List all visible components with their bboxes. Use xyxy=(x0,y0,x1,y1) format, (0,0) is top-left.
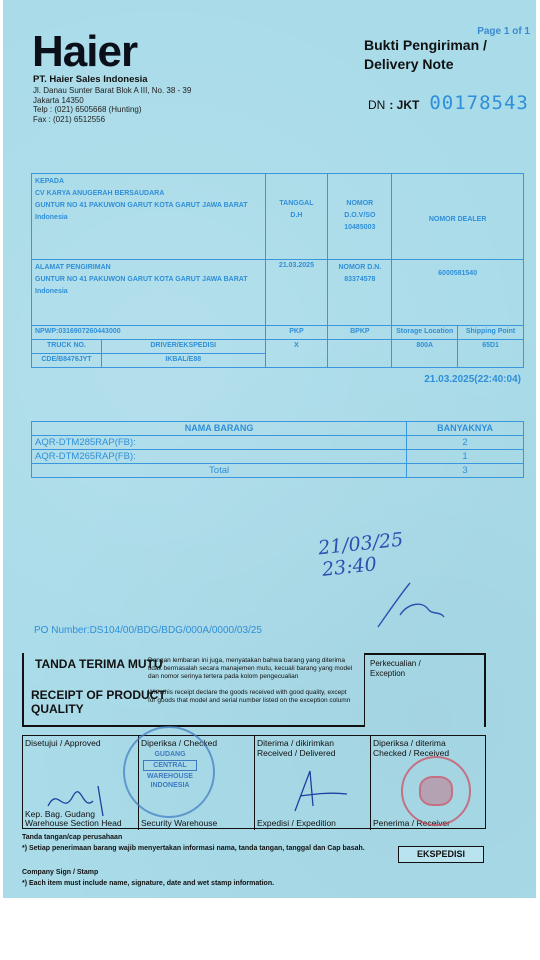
signature-cell-approved xyxy=(23,736,139,830)
shipping-value-cell xyxy=(458,340,524,368)
page-indicator: Page 1 of 1 xyxy=(477,26,530,37)
date-header-cell xyxy=(265,174,328,260)
signature-cell-checked xyxy=(139,736,255,830)
recipient-address: GUNTUR NO 41 PAKUWON GARUT KOTA GARUT JAWA BARAT xyxy=(35,202,248,209)
total-value: 3 xyxy=(407,464,524,478)
number-so: 10485003 xyxy=(344,224,376,231)
haier-logo: Haier xyxy=(32,27,138,76)
dn-label: DN xyxy=(368,98,386,112)
items-header-name xyxy=(32,422,407,436)
storage-location-label: Storage Location xyxy=(396,328,454,335)
number-label: NOMOR xyxy=(346,200,374,207)
stamp-text-central: CENTRAL xyxy=(143,760,197,771)
stamp-text-warehouse: WAREHOUSE xyxy=(147,773,193,780)
handwritten-signature-icon xyxy=(370,575,450,635)
items-header-qty xyxy=(407,422,524,436)
driver-label-cell xyxy=(101,340,265,354)
shipping-point-label: Shipping Point xyxy=(465,328,516,335)
signature-cell-delivered xyxy=(255,736,371,830)
signature-label-line2: Received / Delivered xyxy=(257,748,336,758)
signature-mark-icon xyxy=(43,776,123,821)
dn-number-value: 83374578 xyxy=(344,276,376,283)
signature-label-line1: Diperiksa / diterima xyxy=(373,738,446,748)
document-title-line2: Delivery Note xyxy=(364,56,454,72)
table-row xyxy=(32,436,524,450)
print-timestamp: 21.03.2025(22:40:04) xyxy=(424,374,521,385)
signature-label-line1: Diterima / dikirimkan xyxy=(257,738,334,748)
company-sign-label: Company Sign / Stamp xyxy=(22,869,99,876)
signature-role: Security Warehouse xyxy=(141,818,218,828)
dealer-value-cell xyxy=(392,260,524,326)
exception-label xyxy=(370,659,421,679)
bpkp-label-cell xyxy=(328,326,392,340)
handwritten-time: 23:40 xyxy=(321,553,378,581)
dn-number-row xyxy=(368,92,529,114)
shipping-label-cell xyxy=(458,326,524,340)
receiver-logo-icon xyxy=(419,776,453,806)
storage-label-cell xyxy=(392,326,458,340)
signature-role: Expedisi / Expedition xyxy=(257,818,336,828)
sign-note: *) Setiap penerimaan barang wajib menyertakan informasi nama, tanda tangan, tanggal dan Cap basah. xyxy=(22,845,365,852)
address-line: Telp : (021) 6505668 (Hunting) xyxy=(33,105,142,114)
storage-location-value: 800A xyxy=(416,342,434,349)
dealer-number: 6000581540 xyxy=(438,270,478,277)
number-do: D.O.V/SO xyxy=(344,212,376,219)
signature-mark-icon xyxy=(285,766,355,816)
recipient-name: CV KARYA ANUGERAH BERSAUDARA xyxy=(35,190,165,197)
dn-number: 00178543 xyxy=(429,92,529,114)
bpkp-label: BPKP xyxy=(350,328,370,335)
recipient-cell xyxy=(32,174,266,260)
total-label: Total xyxy=(32,464,407,478)
truck-number: CDE/B8476JYT xyxy=(41,356,92,363)
recipient-country: Indonesia xyxy=(35,214,68,221)
sign-label: Tanda tangan/cap perusahaan xyxy=(22,834,123,841)
date-label: TANGGAL xyxy=(279,200,314,207)
item-name: AQR-DTM285RAP(FB): xyxy=(32,436,407,450)
stamp-text-gudang: GUDANG xyxy=(154,751,186,758)
date-code: D.H xyxy=(290,212,303,219)
po-number: PO Number:DS104/00/BDG/BDG/000A/0000/03/25 xyxy=(34,625,262,636)
signature-label: Diperiksa / Checked xyxy=(141,738,218,748)
stamp-text-indonesia: INDONESIA xyxy=(150,782,190,789)
bpkp-value-cell xyxy=(328,340,392,368)
address-line: Fax : (021) 6512556 xyxy=(33,114,106,124)
handwritten-date: 21/03/25 xyxy=(317,528,405,560)
item-qty: 1 xyxy=(407,450,524,464)
signature-role-line2: Warehouse Section Head xyxy=(25,818,122,828)
shipping-address-country: Indonesia xyxy=(35,288,68,295)
truck-label-cell xyxy=(32,340,102,354)
shipping-address-cell xyxy=(32,260,266,326)
address-line: Jakarta 14350 xyxy=(33,95,84,105)
shipping-address-label: ALAMAT PENGIRIMAN xyxy=(35,264,111,271)
truck-label: TRUCK NO. xyxy=(47,342,86,349)
company-sign-note: *) Each item must include name, signature, date and wet stamp information. xyxy=(22,880,275,887)
signature-label xyxy=(255,736,370,760)
delivery-info-table xyxy=(31,173,524,368)
items-header-name-text: NAMA BARANG xyxy=(184,423,254,433)
shipping-address-line: GUNTUR NO 41 PAKUWON GARUT KOTA GARUT JAWA BARAT xyxy=(35,276,248,283)
driver-name: IKBAL/E88 xyxy=(165,356,202,363)
items-header-qty-text: BANYAKNYA xyxy=(437,423,493,433)
signature-role: Penerima / Receiver xyxy=(373,818,451,828)
receipt-description-id: Dengan lembaran ini juga, menyatakan bahwa barang yang diterima tidak bermasalah secara manajemen mutu, kecuali barang yang model dan nomor serinya tertera pada kolom pengecualian xyxy=(148,657,353,680)
signature-grid xyxy=(22,735,486,829)
receipt-title-en xyxy=(31,688,166,716)
date-value: 21.03.2025 xyxy=(278,262,314,269)
document-title-line1: Bukti Pengiriman / xyxy=(364,37,487,53)
npwp-value: NPWP:0316907260443000 xyxy=(35,328,121,335)
item-name: AQR-DTM265RAP(FB): xyxy=(32,450,407,464)
signature-cell-received xyxy=(371,736,487,830)
dealer-label: NOMOR DEALER xyxy=(428,216,487,223)
pkp-label-cell xyxy=(265,326,328,340)
storage-value-cell xyxy=(392,340,458,368)
warehouse-stamp-text xyxy=(139,750,201,790)
truck-value-cell xyxy=(32,354,102,368)
document-title xyxy=(364,36,487,74)
driver-label: DRIVER/EKSPEDISI xyxy=(150,342,217,349)
company-name: PT. Haier Sales Indonesia xyxy=(33,74,148,85)
company-address xyxy=(33,86,191,124)
dn-number-label: NOMOR D.N. xyxy=(338,264,382,271)
exception-label-line2: Exception xyxy=(370,669,406,678)
npwp-cell xyxy=(32,326,266,340)
dn-value-cell xyxy=(328,260,392,326)
receipt-title-id: TANDA TERIMA MUTU xyxy=(35,657,163,671)
total-row xyxy=(32,464,524,478)
recipient-label: KEPADA xyxy=(35,178,65,185)
pkp-value: X xyxy=(294,342,299,349)
ekspedisi-box: EKSPEDISI xyxy=(398,846,484,863)
dealer-header-cell xyxy=(392,174,524,260)
dn-prefix: : JKT xyxy=(389,98,420,112)
exception-label-line1: Perkecualian / xyxy=(370,659,421,668)
item-qty: 2 xyxy=(407,436,524,450)
number-header-cell xyxy=(328,174,392,260)
shipping-point-value: 65D1 xyxy=(482,342,499,349)
signature-label: Disetujui / Approved xyxy=(25,738,101,748)
table-row xyxy=(32,450,524,464)
items-table xyxy=(31,421,524,478)
driver-value-cell xyxy=(101,354,265,368)
signature-label-line2: Checked / Received xyxy=(373,748,450,758)
receipt-title-en-line2: QUALITY xyxy=(31,702,84,716)
signature-role-line1: Kep. Bag. Gudang xyxy=(25,809,95,819)
receipt-description-en: With this receipt declare the goods received with good quality, except for goods that model and serial number listed on the exception column xyxy=(148,689,351,704)
date-value-cell xyxy=(265,260,328,326)
pkp-label: PKP xyxy=(289,328,304,335)
receipt-title-en-line1: RECEIPT OF PRODUCT xyxy=(31,688,166,702)
address-line: Jl. Danau Sunter Barat Blok A III, No. 38 - 39 xyxy=(33,86,192,95)
pkp-value-cell xyxy=(265,340,328,368)
